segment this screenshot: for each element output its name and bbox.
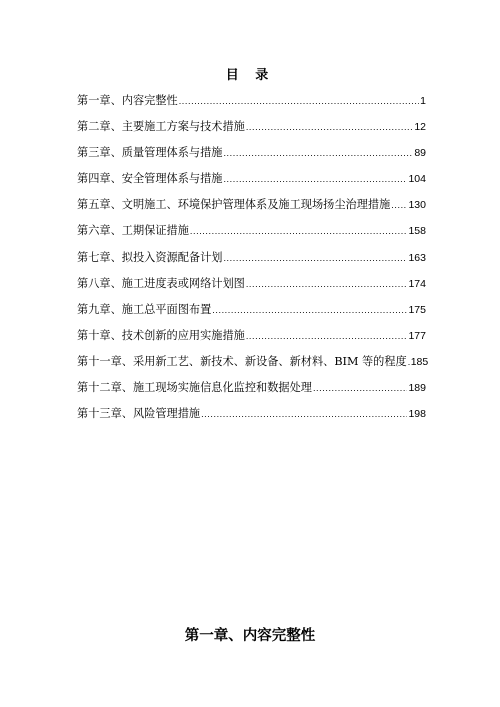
dot-leader (391, 200, 407, 210)
toc-entry[interactable] (77, 144, 426, 170)
toc-entry[interactable] (77, 379, 426, 405)
toc-entry-text: 第十章、技术创新的应用实施措施 (77, 328, 245, 342)
toc-entry[interactable] (77, 92, 426, 118)
toc-page-number: 130 (408, 199, 426, 212)
toc-page-number: 12 (414, 121, 426, 134)
toc-entry-text: 第七章、拟投入资源配备计划 (77, 250, 223, 264)
toc-entry-text: 第十一章、采用新工艺、新技术、新设备、新材料、BIM 等的程度 (77, 354, 407, 368)
toc-entry-text: 第二章、主要施工方案与技术措施 (77, 120, 245, 134)
toc-entry[interactable] (77, 327, 426, 353)
toc-page-number: 189 (408, 382, 426, 395)
dot-leader (313, 383, 408, 393)
dot-leader (223, 174, 407, 184)
toc-entry[interactable] (77, 222, 426, 248)
toc-entry-text: 第四章、安全管理体系与措施 (77, 172, 223, 186)
dot-leader (179, 96, 419, 106)
toc-entry-text: 第五章、文明施工、环境保护管理体系及施工现场扬尘治理措施 (77, 198, 391, 212)
toc-entry-text: 第六章、工期保证措施 (77, 224, 189, 238)
toc-entry[interactable] (77, 301, 426, 327)
toc-entry[interactable] (77, 405, 426, 431)
dot-leader (223, 253, 407, 263)
toc-entry[interactable] (77, 196, 426, 222)
toc-page-number: 1 (420, 95, 426, 107)
toc-page-number: 175 (408, 303, 426, 316)
chapter-heading: 第一章、内容完整性 (184, 628, 316, 644)
dot-leader (212, 305, 407, 315)
toc-entry-text: 第九章、施工总平面图布置 (77, 302, 212, 316)
table-of-contents (77, 92, 429, 431)
toc-page-number: 89 (414, 147, 426, 160)
toc-entry-text: 第一章、内容完整性 (77, 94, 178, 107)
toc-page-number: 198 (408, 408, 426, 421)
toc-page-number: 174 (408, 277, 426, 290)
dot-leader (246, 331, 408, 341)
toc-page-number: 177 (408, 329, 426, 342)
toc-entry-text: 第十二章、施工现场实施信息化监控和数据处理 (77, 381, 312, 395)
toc-entry[interactable] (77, 118, 426, 144)
dot-leader (201, 409, 407, 419)
toc-title: 目 录 (225, 68, 275, 83)
dot-leader (408, 357, 410, 367)
toc-entry-text: 第八章、施工进度表或网络计划图 (77, 276, 245, 290)
dot-leader (246, 279, 408, 289)
toc-page-number: 104 (408, 173, 426, 186)
dot-leader (190, 226, 408, 236)
dot-leader (223, 148, 413, 158)
toc-entry[interactable] (77, 275, 426, 301)
toc-page-number: 158 (408, 225, 426, 238)
dot-leader (246, 122, 413, 132)
toc-entry-text: 第三章、质量管理体系与措施 (77, 146, 223, 160)
toc-entry-text: 第十三章、风险管理措施 (77, 407, 201, 421)
toc-entry[interactable] (77, 170, 426, 196)
toc-entry[interactable] (77, 353, 429, 379)
toc-page-number: 163 (408, 251, 426, 264)
toc-entry[interactable] (77, 249, 426, 275)
toc-page-number: 185 (410, 355, 429, 368)
